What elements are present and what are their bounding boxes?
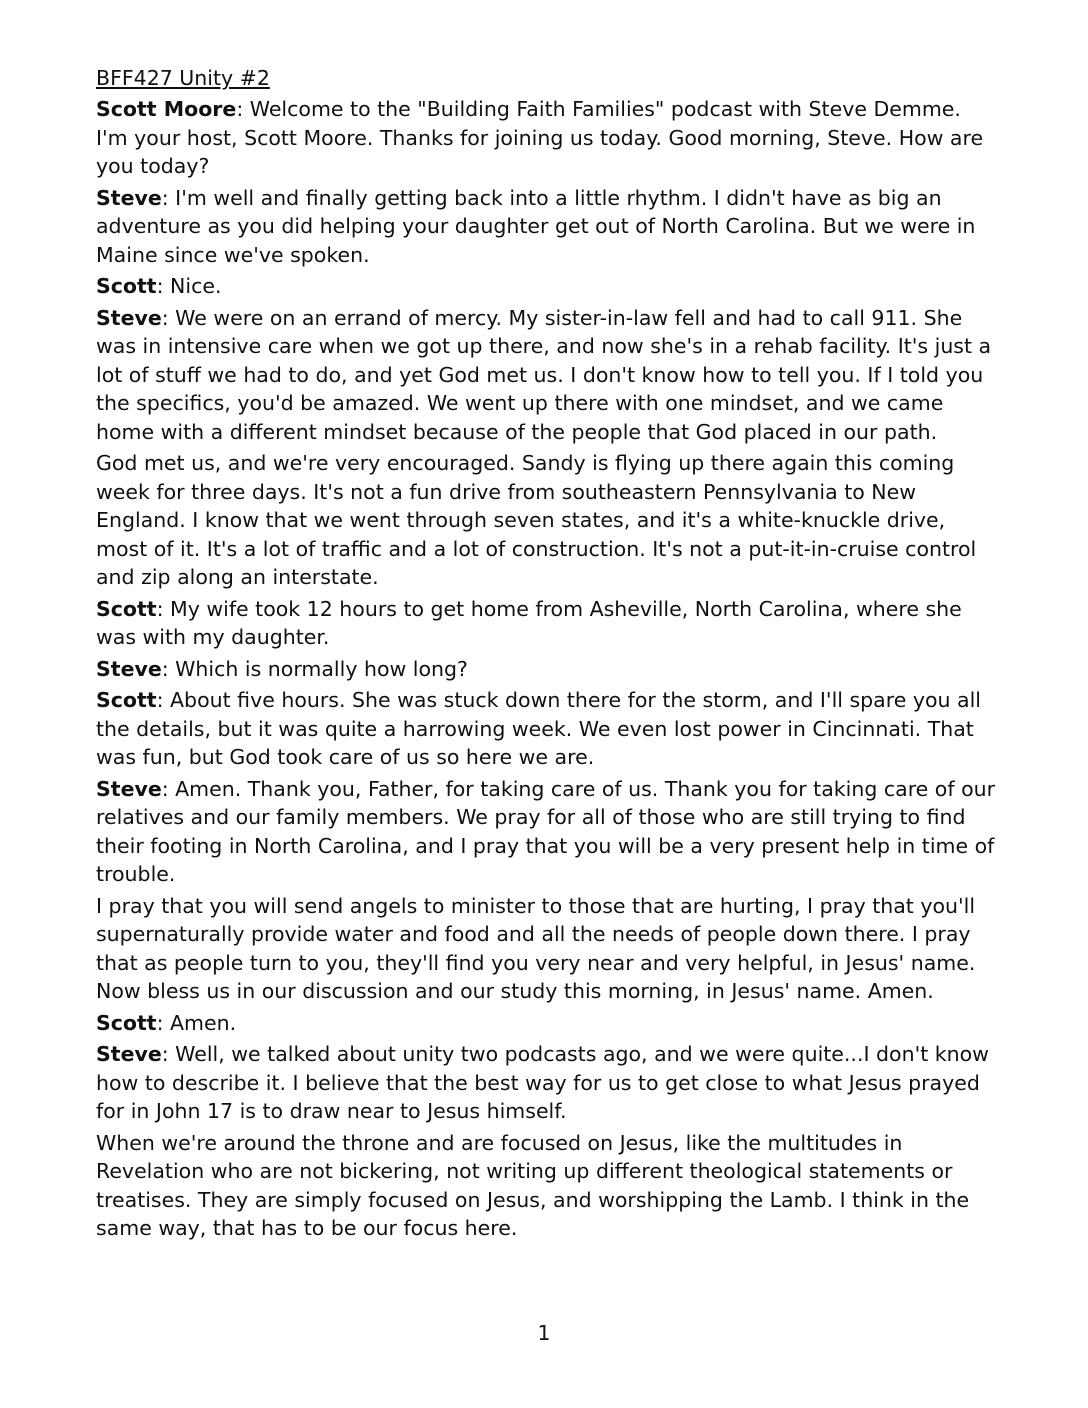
paragraph-text: : About five hours. She was stuck down there for the storm, and I'll spare you all the details, but it was quite a harrowing week. We even lost power in Cincinnati. That was fun, but God took care of us so here we are. <box>96 688 981 769</box>
speaker-name: Steve <box>96 1042 162 1066</box>
transcript-paragraph <box>96 95 996 181</box>
transcript-paragraph <box>96 686 996 772</box>
transcript-page <box>96 64 996 1246</box>
transcript-paragraph <box>96 1009 996 1038</box>
transcript-paragraph <box>96 892 996 1006</box>
speaker-name: Scott Moore <box>96 97 237 121</box>
transcript-paragraph <box>96 449 996 592</box>
transcript-paragraph <box>96 1040 996 1126</box>
paragraph-text: : Welcome to the "Building Faith Families" podcast with Steve Demme. I'm your host, Scott Moore. Thanks for joining us today. Good morning, Steve. How are you today? <box>96 97 984 178</box>
paragraph-text: I pray that you will send angels to minister to those that are hurting, I pray that you'll supernaturally provide water and food and all the needs of people down there. I pray that as people turn to you, they'll find you very near and very helpful, in Jesus' name. Now bless us in our discussion and our study this morning, in Jesus' name. Amen. <box>96 893 976 1003</box>
paragraph-text: : My wife took 12 hours to get home from Asheville, North Carolina, where she was with my daughter. <box>96 596 962 649</box>
speaker-name: Scott <box>96 688 157 712</box>
speaker-name: Steve <box>96 776 162 801</box>
paragraph-text: : Amen. Thank you, Father, for taking care of us. Thank you for taking care of our relatives and our family members. We pray for all of those who are still trying to find their footing in North Carolina, and I pray that you will be a very present help in time of trouble. <box>96 776 996 886</box>
transcript-paragraph <box>96 304 996 447</box>
paragraph-text: : Nice. <box>156 274 222 298</box>
transcript-paragraph <box>96 184 996 270</box>
paragraph-text: : We were on an errand of mercy. My sister-in-law fell and had to call 911. She was in intensive care when we got up there, and now she's in a rehab facility. It's just a lot of stuff we had to do, and yet God met us. I don't know how to tell you. If I told you the specifics, you'd be amazed. We went up there with one mindset, and we came home with a different mindset because of the people that God placed in our path. <box>96 305 992 444</box>
transcript-paragraph <box>96 272 996 301</box>
paragraph-text: : Amen. <box>156 1010 237 1035</box>
speaker-name: Scott <box>96 596 157 621</box>
transcript-paragraph <box>96 595 996 652</box>
transcript-paragraph <box>96 1129 996 1243</box>
speaker-name: Steve <box>96 656 162 681</box>
paragraph-text: When we're around the throne and are focused on Jesus, like the multitudes in Revelation who are not bickering, not writing up different theological statements or treatises. They are simply focused on Jesus, and worshipping the Lamb. I think in the same way, that has to be our focus here. <box>96 1130 970 1240</box>
paragraph-text: God met us, and we're very encouraged. Sandy is flying up there again this coming week for three days. It's not a fun drive from southeastern Pennsylvania to New England. I know that we went through seven states, and it's a white-knuckle drive, most of it. It's a lot of traffic and a lot of construction. It's not a put-it-in-cruise control and zip along an interstate. <box>96 451 977 589</box>
paragraph-text: : I'm well and finally getting back into a little rhythm. I didn't have as big an adventure as you did helping your daughter get out of North Carolina. But we were in Maine since we've spoken. <box>96 185 976 267</box>
paragraph-text: : Which is normally how long? <box>161 656 468 681</box>
speaker-name: Steve <box>96 185 162 210</box>
speaker-name: Steve <box>96 305 162 330</box>
transcript-paragraph <box>96 775 996 889</box>
page-number: 1 <box>537 1321 551 1345</box>
speaker-name: Scott <box>96 274 157 298</box>
document-title: BFF427 Unity #2 <box>96 66 270 90</box>
speaker-name: Scott <box>96 1010 157 1035</box>
paragraph-text: : Well, we talked about unity two podcasts ago, and we were quite...I don't know how to describe it. I believe that the best way for us to get close to what Jesus prayed for in John 17 is to draw near to Jesus himself. <box>96 1042 989 1123</box>
transcript-paragraph <box>96 655 996 684</box>
